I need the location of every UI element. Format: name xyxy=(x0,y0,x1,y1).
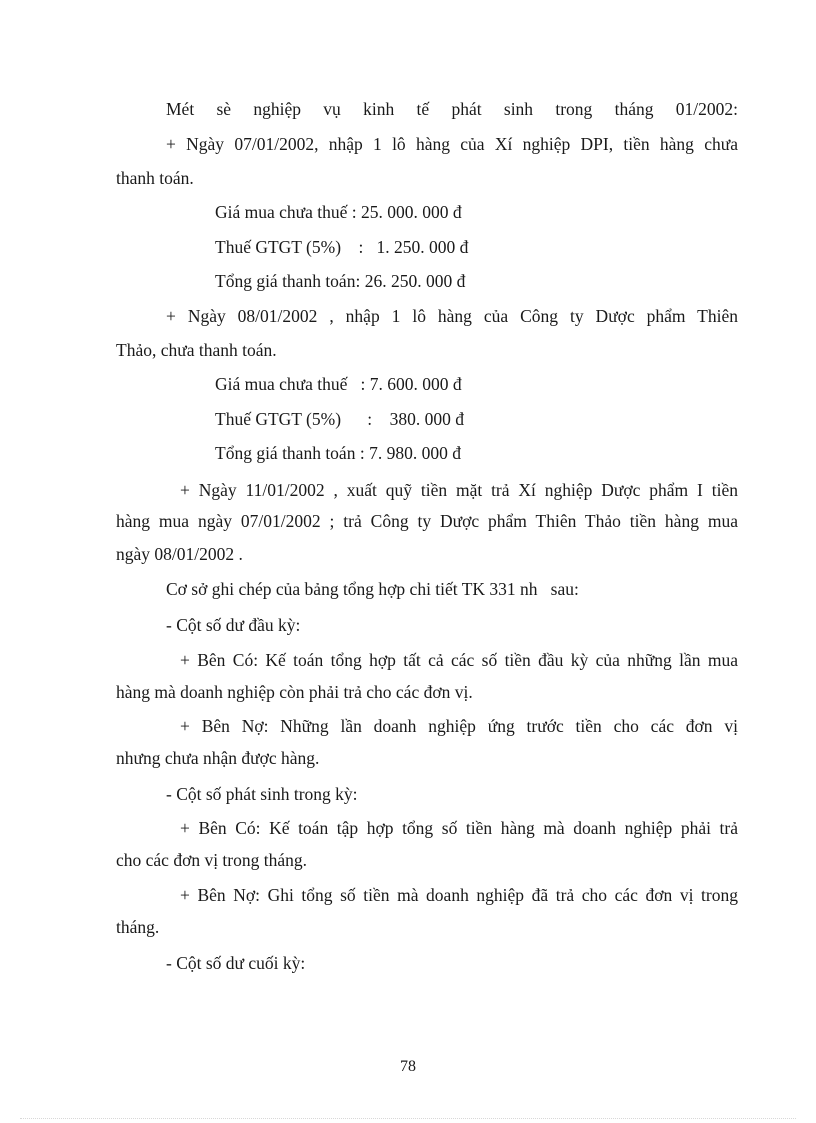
entry-3-line-1: + Ngày 11/01/2002 , xuất quỹ tiền mặt trả Xí nghiệp Dược phẩm I tiền xyxy=(180,480,738,500)
entry-2-vat: Thuế GTGT (5%) : 380. 000 đ xyxy=(215,409,465,429)
opening-credit-line-1: + Bên Có: Kế toán tổng hợp tất cả các số tiền đầu kỳ của những lần mua xyxy=(180,650,738,670)
entry-1-price: Giá mua chưa thuế : 25. 000. 000 đ xyxy=(215,202,462,222)
entry-2-line-2: Thảo, chưa thanh toán. xyxy=(116,340,277,360)
basis-heading: Cơ sở ghi chép của bảng tổng hợp chi tiết TK 331 nh sau: xyxy=(166,579,579,599)
page-footer-divider xyxy=(20,1118,796,1119)
period-debit-line-2: tháng. xyxy=(116,917,160,937)
period-credit-line-1: + Bên Có: Kế toán tập hợp tổng số tiền hàng mà doanh nghiệp phải trả xyxy=(180,818,738,838)
period-credit-line-2: cho các đơn vị trong tháng. xyxy=(116,850,308,870)
entry-1-line-2: thanh toán. xyxy=(116,168,194,188)
entry-1-line-1: + Ngày 07/01/2002, nhập 1 lô hàng của Xí nghiệp DPI, tiền hàng chưa xyxy=(166,134,738,154)
period-debit-line-1: + Bên Nợ: Ghi tổng số tiền mà doanh nghiệp đã trả cho các đơn vị trong xyxy=(180,885,738,905)
entry-2-price: Giá mua chưa thuế : 7. 600. 000 đ xyxy=(215,374,462,394)
period-heading: - Cột số phát sinh trong kỳ: xyxy=(166,784,358,804)
opening-balance-heading: - Cột số dư đầu kỳ: xyxy=(166,615,301,635)
entry-2-line-1: + Ngày 08/01/2002 , nhập 1 lô hàng của Công ty Dược phẩm Thiên xyxy=(166,306,738,326)
paragraph-intro: Mét sè nghiệp vụ kinh tế phát sinh trong tháng 01/2002: xyxy=(166,99,738,119)
closing-balance-heading: - Cột số dư cuối kỳ: xyxy=(166,953,306,973)
opening-credit-line-2: hàng mà doanh nghiệp còn phải trả cho các đơn vị. xyxy=(116,682,473,702)
entry-1-total: Tổng giá thanh toán: 26. 250. 000 đ xyxy=(215,271,466,291)
entry-1-vat: Thuế GTGT (5%) : 1. 250. 000 đ xyxy=(215,237,469,257)
page-number: 78 xyxy=(400,1058,416,1075)
opening-debit-line-2: nhưng chưa nhận được hàng. xyxy=(116,748,320,768)
entry-3-line-3: ngày 08/01/2002 . xyxy=(116,544,243,564)
entry-3-line-2: hàng mua ngày 07/01/2002 ; trả Công ty Dược phẩm Thiên Thảo tiền hàng mua xyxy=(116,511,738,531)
opening-debit-line-1: + Bên Nợ: Những lần doanh nghiệp ứng trước tiền cho các đơn vị xyxy=(180,716,738,736)
entry-2-total: Tổng giá thanh toán : 7. 980. 000 đ xyxy=(215,443,461,463)
